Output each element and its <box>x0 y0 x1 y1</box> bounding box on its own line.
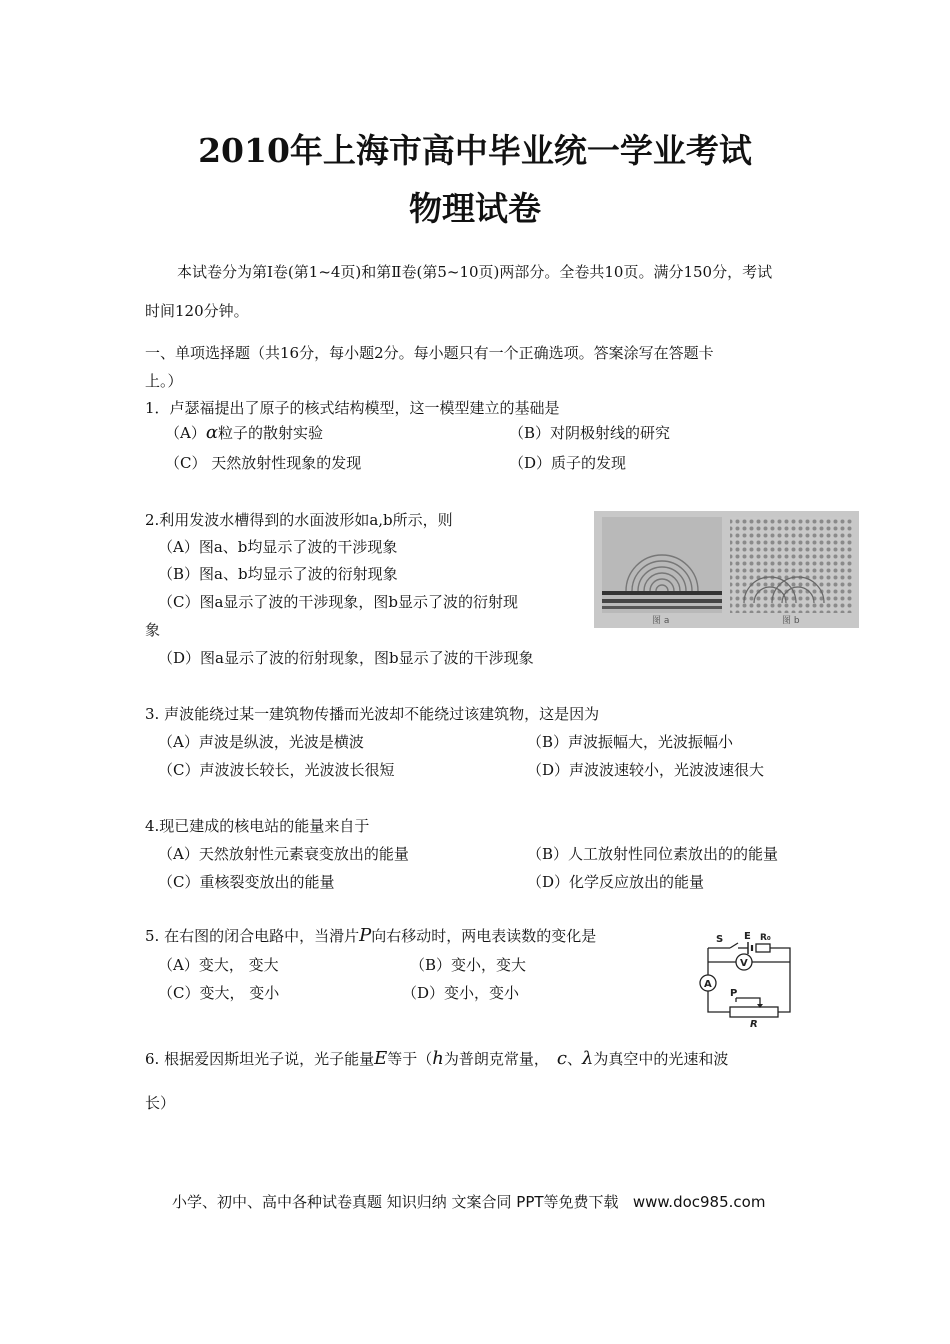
e-symbol: E <box>374 1048 388 1069</box>
q5-option-c: （C）变大， 变小 <box>158 984 280 1002</box>
fig-b-label: 图 b <box>782 616 800 626</box>
question-6-stem: 6. 根据爱因斯坦光子说，光子能量E等于（h为普朗克常量， c、λ为真空中的光速和波 <box>145 1048 729 1069</box>
label-p: P <box>730 988 738 999</box>
q5-option-a: （A）变大， 变大 <box>158 956 279 974</box>
q5-option-b: （B）变小，变大 <box>410 956 527 974</box>
question-6-cont: 长） <box>145 1094 176 1112</box>
intro-line-1: 本试卷分为第Ⅰ卷(第1~4页)和第Ⅱ卷(第5~10页)两部分。全卷共10页。满分150分，考试 <box>177 263 773 281</box>
q4-option-b: （B）人工放射性同位素放出的的能量 <box>527 845 779 863</box>
q2-option-c: （C）图a显示了波的干涉现象，图b显示了波的衍射现 <box>158 593 519 611</box>
q1-option-d: （D）质子的发现 <box>509 454 627 472</box>
q2-option-c-cont: 象 <box>145 621 161 639</box>
q3-option-b: （B）声波振幅大，光波振幅小 <box>527 733 734 751</box>
q4-option-c: （C）重核裂变放出的能量 <box>158 873 335 891</box>
q3-option-d: （D）声波波速较小，光波波速很大 <box>527 761 765 779</box>
p-symbol: P <box>359 925 372 946</box>
circuit-svg <box>690 928 802 1028</box>
question-3-stem: 3. 声波能绕过某一建筑物传播而光波却不能绕过该建筑物，这是因为 <box>145 705 600 723</box>
lambda-symbol: λ <box>581 1048 594 1069</box>
q2-option-d: （D）图a显示了波的衍射现象，图b显示了波的干涉现象 <box>158 649 534 667</box>
wave-image-a <box>602 517 722 626</box>
fig-a-label: 图 a <box>652 616 670 626</box>
q1-option-a: （A）α粒子的散射实验 <box>165 422 324 443</box>
section-heading: 一、单项选择题（共16分，每小题2分。每小题只有一个正确选项。答案涂写在答题卡 <box>145 344 714 362</box>
q4-option-d: （D）化学反应放出的能量 <box>527 873 705 891</box>
question-5-stem: 5. 在右图的闭合电路中，当滑片P向右移动时，两电表读数的变化是 <box>145 925 597 946</box>
alpha-symbol: α <box>205 422 218 443</box>
intro-line-2: 时间120分钟。 <box>145 302 249 320</box>
section-heading-cont: 上。） <box>145 372 183 390</box>
q1-option-b: （B）对阴极射线的研究 <box>509 424 671 442</box>
label-s: S <box>716 934 724 945</box>
q5-option-d: （D）变小，变小 <box>402 984 520 1002</box>
wave-tank-images <box>594 511 859 628</box>
label-a: A <box>704 979 712 990</box>
q1-option-c: （C） 天然放射性现象的发现 <box>165 454 362 472</box>
wave-image-b <box>730 517 852 626</box>
label-v: V <box>740 958 748 969</box>
wave-tank-figure <box>594 511 859 628</box>
q3-option-c: （C）声波波长较长，光波波长很短 <box>158 761 395 779</box>
question-2-stem: 2.利用发波水槽得到的水面波形如a,b所示，则 <box>145 511 453 529</box>
question-4-stem: 4.现已建成的核电站的能量来自于 <box>145 817 370 835</box>
footer-text: 小学、初中、高中各种试卷真题 知识归纳 文案合同 PPT等免费下载 www.doc985.com <box>172 1193 766 1211</box>
q4-option-a: （A）天然放射性元素衰变放出的能量 <box>158 845 409 863</box>
c-symbol: c <box>556 1048 567 1069</box>
q3-option-a: （A）声波是纵波，光波是横波 <box>158 733 364 751</box>
exam-subtitle: 物理试卷 <box>409 189 541 228</box>
h-symbol: h <box>432 1048 444 1069</box>
label-r: R <box>750 1019 758 1028</box>
q2-option-a: （A）图a、b均显示了波的干涉现象 <box>158 538 398 556</box>
question-1-stem: 1．卢瑟福提出了原子的核式结构模型，这一模型建立的基础是 <box>145 399 560 417</box>
footer-site-link[interactable]: www.doc985.com <box>632 1193 766 1211</box>
q2-option-b: （B）图a、b均显示了波的衍射现象 <box>158 565 398 583</box>
exam-title: 2010年上海市高中毕业统一学业考试 <box>198 131 752 170</box>
label-e: E <box>744 931 751 942</box>
circuit-diagram <box>690 928 802 1028</box>
label-r0: R₀ <box>760 933 771 943</box>
